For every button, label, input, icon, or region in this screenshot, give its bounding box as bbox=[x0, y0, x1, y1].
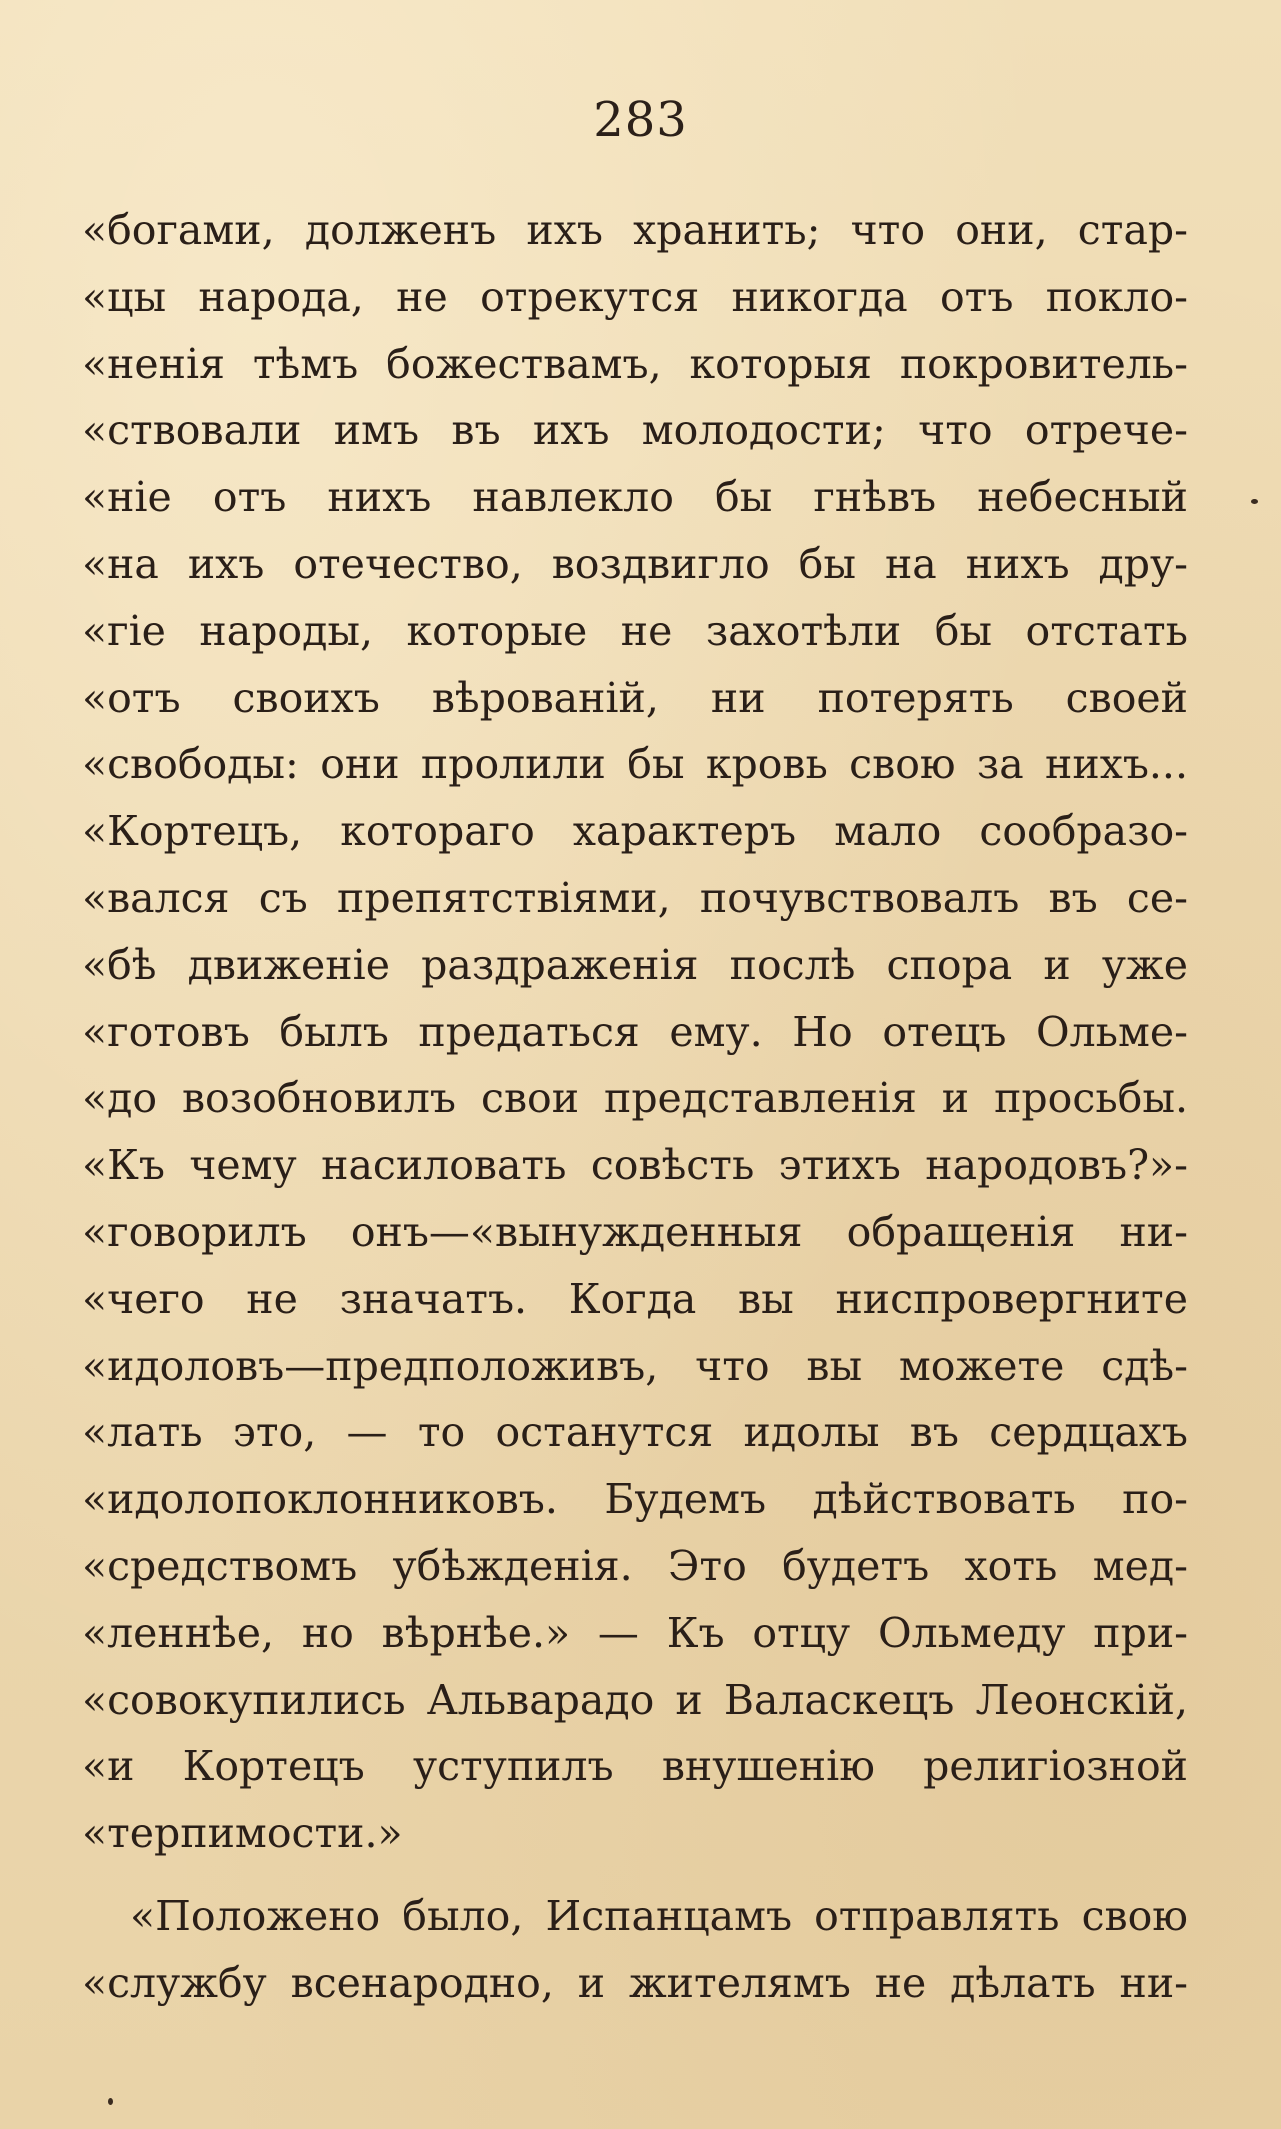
text-line: «вался съ препятствіями, почувствовалъ въ се- bbox=[82, 873, 1188, 922]
text-line: «богами, долженъ ихъ хранить; что они, стар- bbox=[82, 206, 1188, 254]
text-line: «Положено было, Испанцамъ отправлять свою bbox=[130, 1891, 1188, 1940]
text-line: «цы народа, не отрекутся никогда отъ покло- bbox=[82, 272, 1188, 321]
text-line: «говорилъ онъ—«вынужденныя обращенія ни- bbox=[82, 1207, 1188, 1256]
page-number: 283 bbox=[593, 92, 688, 148]
text-line: «Къ чему насиловать совѣсть этихъ народовъ?»- bbox=[82, 1141, 1188, 1190]
text-line: «отъ своихъ вѣрованій, ни потерять своей bbox=[82, 673, 1188, 722]
text-line: «гіе народы, которые не захотѣли бы отстать bbox=[82, 606, 1188, 655]
paragraph-1 bbox=[82, 197, 1188, 1867]
text-line: «леннѣе, но вѣрнѣе.» — Къ отцу Ольмеду при- bbox=[82, 1608, 1188, 1657]
text-line: «чего не значатъ. Когда вы ниспровергните bbox=[82, 1274, 1188, 1323]
text-line: «идолопоклонниковъ. Будемъ дѣйствовать по- bbox=[82, 1475, 1188, 1524]
text-line: «идоловъ—предположивъ, что вы можете сдѣ- bbox=[82, 1341, 1188, 1390]
text-line: «до возобновилъ свои представленія и просьбы. bbox=[82, 1074, 1188, 1123]
text-line: «ніе отъ нихъ навлекло бы гнѣвъ небесный bbox=[82, 473, 1188, 522]
text-line: «лать это, — то останутся идолы въ сердцахъ bbox=[82, 1408, 1188, 1457]
text-line: «готовъ былъ предаться ему. Но отецъ Ольме- bbox=[82, 1007, 1188, 1056]
paragraph-gap bbox=[82, 1867, 1188, 1883]
text-line: «ненія тѣмъ божествамъ, которыя покровитель- bbox=[82, 339, 1188, 388]
text-line: «терпимости.» bbox=[82, 1809, 403, 1858]
text-line: «службу всенародно, и жителямъ не дѣлать ни- bbox=[82, 1958, 1188, 2007]
text-line: «ствовали имъ въ ихъ молодости; что отрече- bbox=[82, 406, 1188, 455]
text-line: «бѣ движеніе раздраженія послѣ спора и уже bbox=[82, 940, 1188, 989]
ink-speck bbox=[108, 2098, 113, 2105]
body-text bbox=[82, 197, 1188, 2017]
text-line: «и Кортецъ уступилъ внушенію религіозной bbox=[82, 1742, 1188, 1791]
text-line: «совокупились Альварадо и Валаскецъ Леонскій, bbox=[82, 1675, 1188, 1724]
text-line: «Кортецъ, котораго характеръ мало сообразо- bbox=[82, 807, 1188, 856]
paragraph-2 bbox=[82, 1883, 1188, 2017]
text-line: «свободы: они пролили бы кровь свою за нихъ... bbox=[82, 740, 1188, 789]
text-line: «средствомъ убѣжденія. Это будетъ хоть мед- bbox=[82, 1541, 1188, 1590]
text-line: «на ихъ отечество, воздвигло бы на нихъ дру- bbox=[82, 539, 1188, 588]
ink-speck bbox=[1251, 499, 1258, 504]
